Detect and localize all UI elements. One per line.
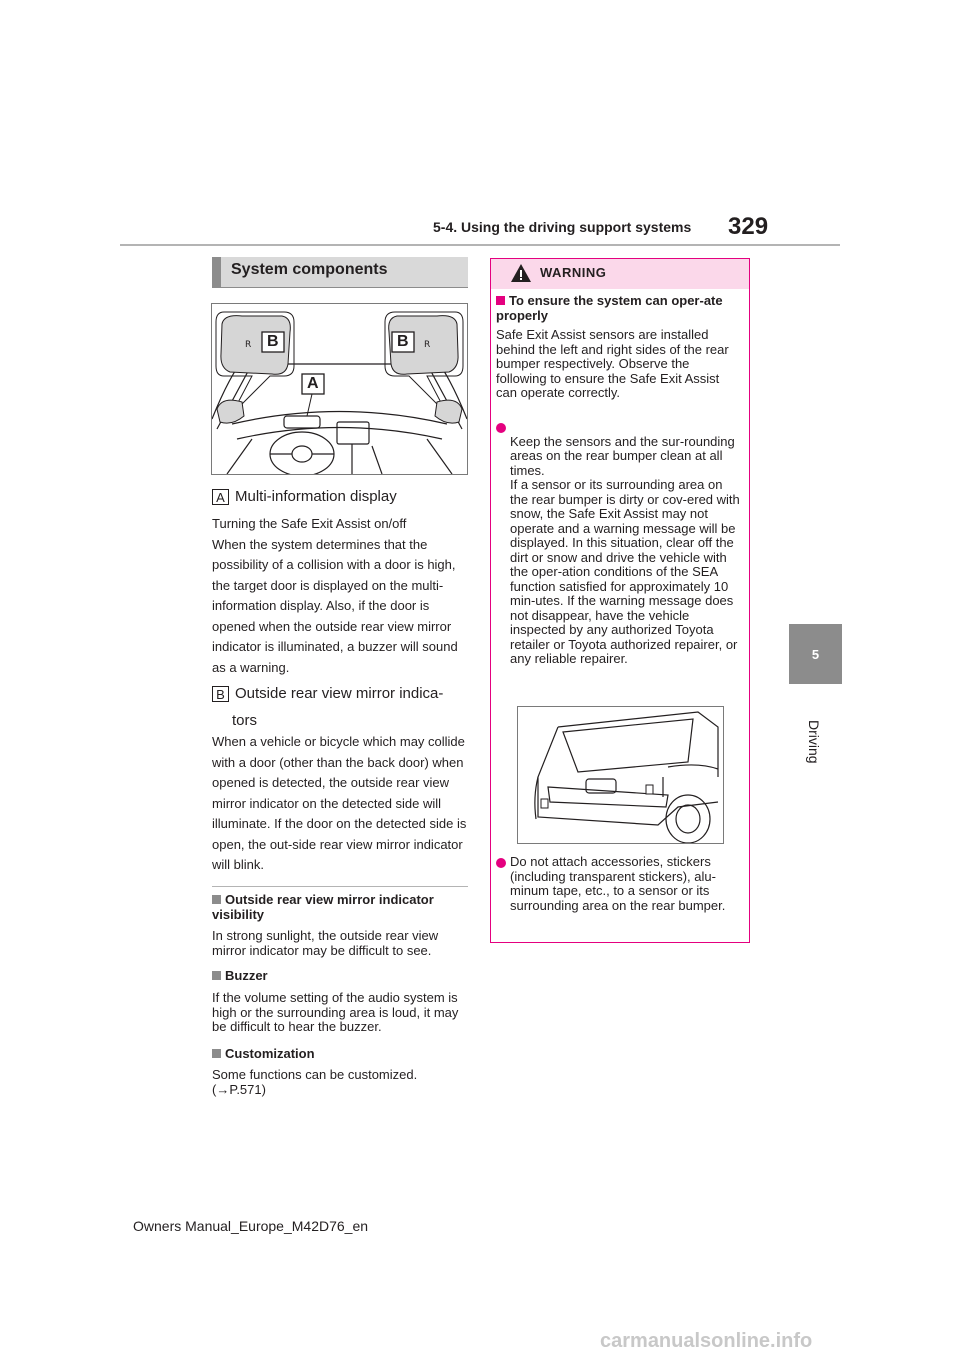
item-b-heading	[212, 685, 443, 702]
label-a: A	[307, 375, 319, 392]
svg-text:R: R	[245, 340, 252, 350]
section-title: 5-4. Using the driving support systems	[433, 219, 692, 235]
warning-intro: Safe Exit Assist sensors are installed behind the left and right sides of the rear bumper respectively. Observe the following to ensure the Safe Exit Assist can operate correctly.	[496, 327, 729, 400]
label-b-left: B	[267, 333, 279, 350]
warning-triangle-icon	[510, 263, 532, 288]
system-components-title: System components	[231, 261, 388, 278]
item-b-title-line1: Outside rear view mirror indica-	[235, 685, 444, 702]
item-b-title-line2: tors	[232, 712, 258, 729]
chapter-tab	[789, 624, 842, 684]
item-a-title: Multi-information display	[235, 488, 397, 505]
notes-rule	[212, 886, 468, 887]
dashboard-drawing	[212, 304, 467, 474]
label-b-right: B	[397, 333, 409, 350]
page-number: 329	[728, 213, 769, 240]
item-a-text: Turning the Safe Exit Assist on/off When the system determines that the possibility of a collision with a door is high, the target door is displayed on the multi-information display. Also, if the door is opened when the outside rear view mirror indicator is illuminated, a buzzer will sound as a warning.	[212, 516, 458, 675]
pink-bullet-icon	[496, 858, 506, 868]
pink-square-icon	[496, 296, 505, 305]
footer-text: Owners Manual_Europe_M42D76_en	[133, 1218, 369, 1234]
header-rule	[120, 244, 840, 246]
note-visibility-title: Outside rear view mirror indicator visibility	[212, 892, 434, 922]
note-visibility-text: In strong sunlight, the outside rear view mirror indicator may be difficult to see.	[212, 928, 439, 958]
system-components-heading	[212, 257, 468, 287]
note-customization-text: Some functions can be customized. (→P.571)	[212, 1067, 418, 1097]
chapter-number: 5	[811, 646, 820, 662]
square-bullet-icon	[212, 971, 221, 980]
car-rear-illustration	[517, 706, 724, 844]
chapter-label	[798, 720, 828, 780]
note-buzzer-title: Buzzer	[212, 969, 468, 984]
item-a-letter: A	[212, 489, 229, 505]
dashboard-illustration	[211, 303, 468, 475]
warning-bullet-1: Keep the sensors and the sur-rounding areas on the rear bumper clean at all times. If a sensor or its surrounding area on the rear bumper is dirty or cov-ered with snow, the Safe Exit Assist may not operate and a warning message will be displayed. In this situation, clear off the dirt or snow and drive the vehicle with the oper-ation conditions of the SEA function satisfied for approximately 10 min-utes. If the warning message does not disappear, have the vehicle inspected by any authorized Toyota retailer or Toyota authorized repairer, or any reliable repairer.	[496, 420, 740, 667]
note-buzzer-text: If the volume setting of the audio system is high or the surrounding area is loud, it may be difficult to hear the buzzer.	[212, 990, 459, 1034]
square-bullet-icon	[212, 895, 221, 904]
warning-title: WARNING	[540, 265, 607, 280]
chapter-label-text: Driving	[806, 720, 822, 764]
item-b-letter: B	[212, 686, 229, 702]
car-rear-drawing	[518, 707, 723, 843]
heading-rule	[212, 287, 468, 288]
warning-bullet-2: Do not attach accessories, stickers (including transparent stickers), alu-minum tape, etc., to a sensor or its surrounding area on the rear bumper.	[496, 855, 740, 913]
svg-text:R: R	[424, 340, 431, 350]
square-bullet-icon	[212, 1049, 221, 1058]
pink-bullet-icon	[496, 423, 506, 433]
item-b-text: When a vehicle or bicycle which may collide with a door (other than the back door) when opened is detected, the outside rear view mirror indicator on the detected side will illuminate. If the door on the detected side is open, the out-side rear view mirror indicator will blink.	[212, 734, 467, 872]
note-customization-title: Customization	[212, 1047, 468, 1062]
watermark: carmanualsonline.info	[600, 1330, 813, 1352]
warning-subheading: To ensure the system can oper-ate properly	[496, 293, 723, 323]
item-a-heading	[212, 488, 397, 505]
